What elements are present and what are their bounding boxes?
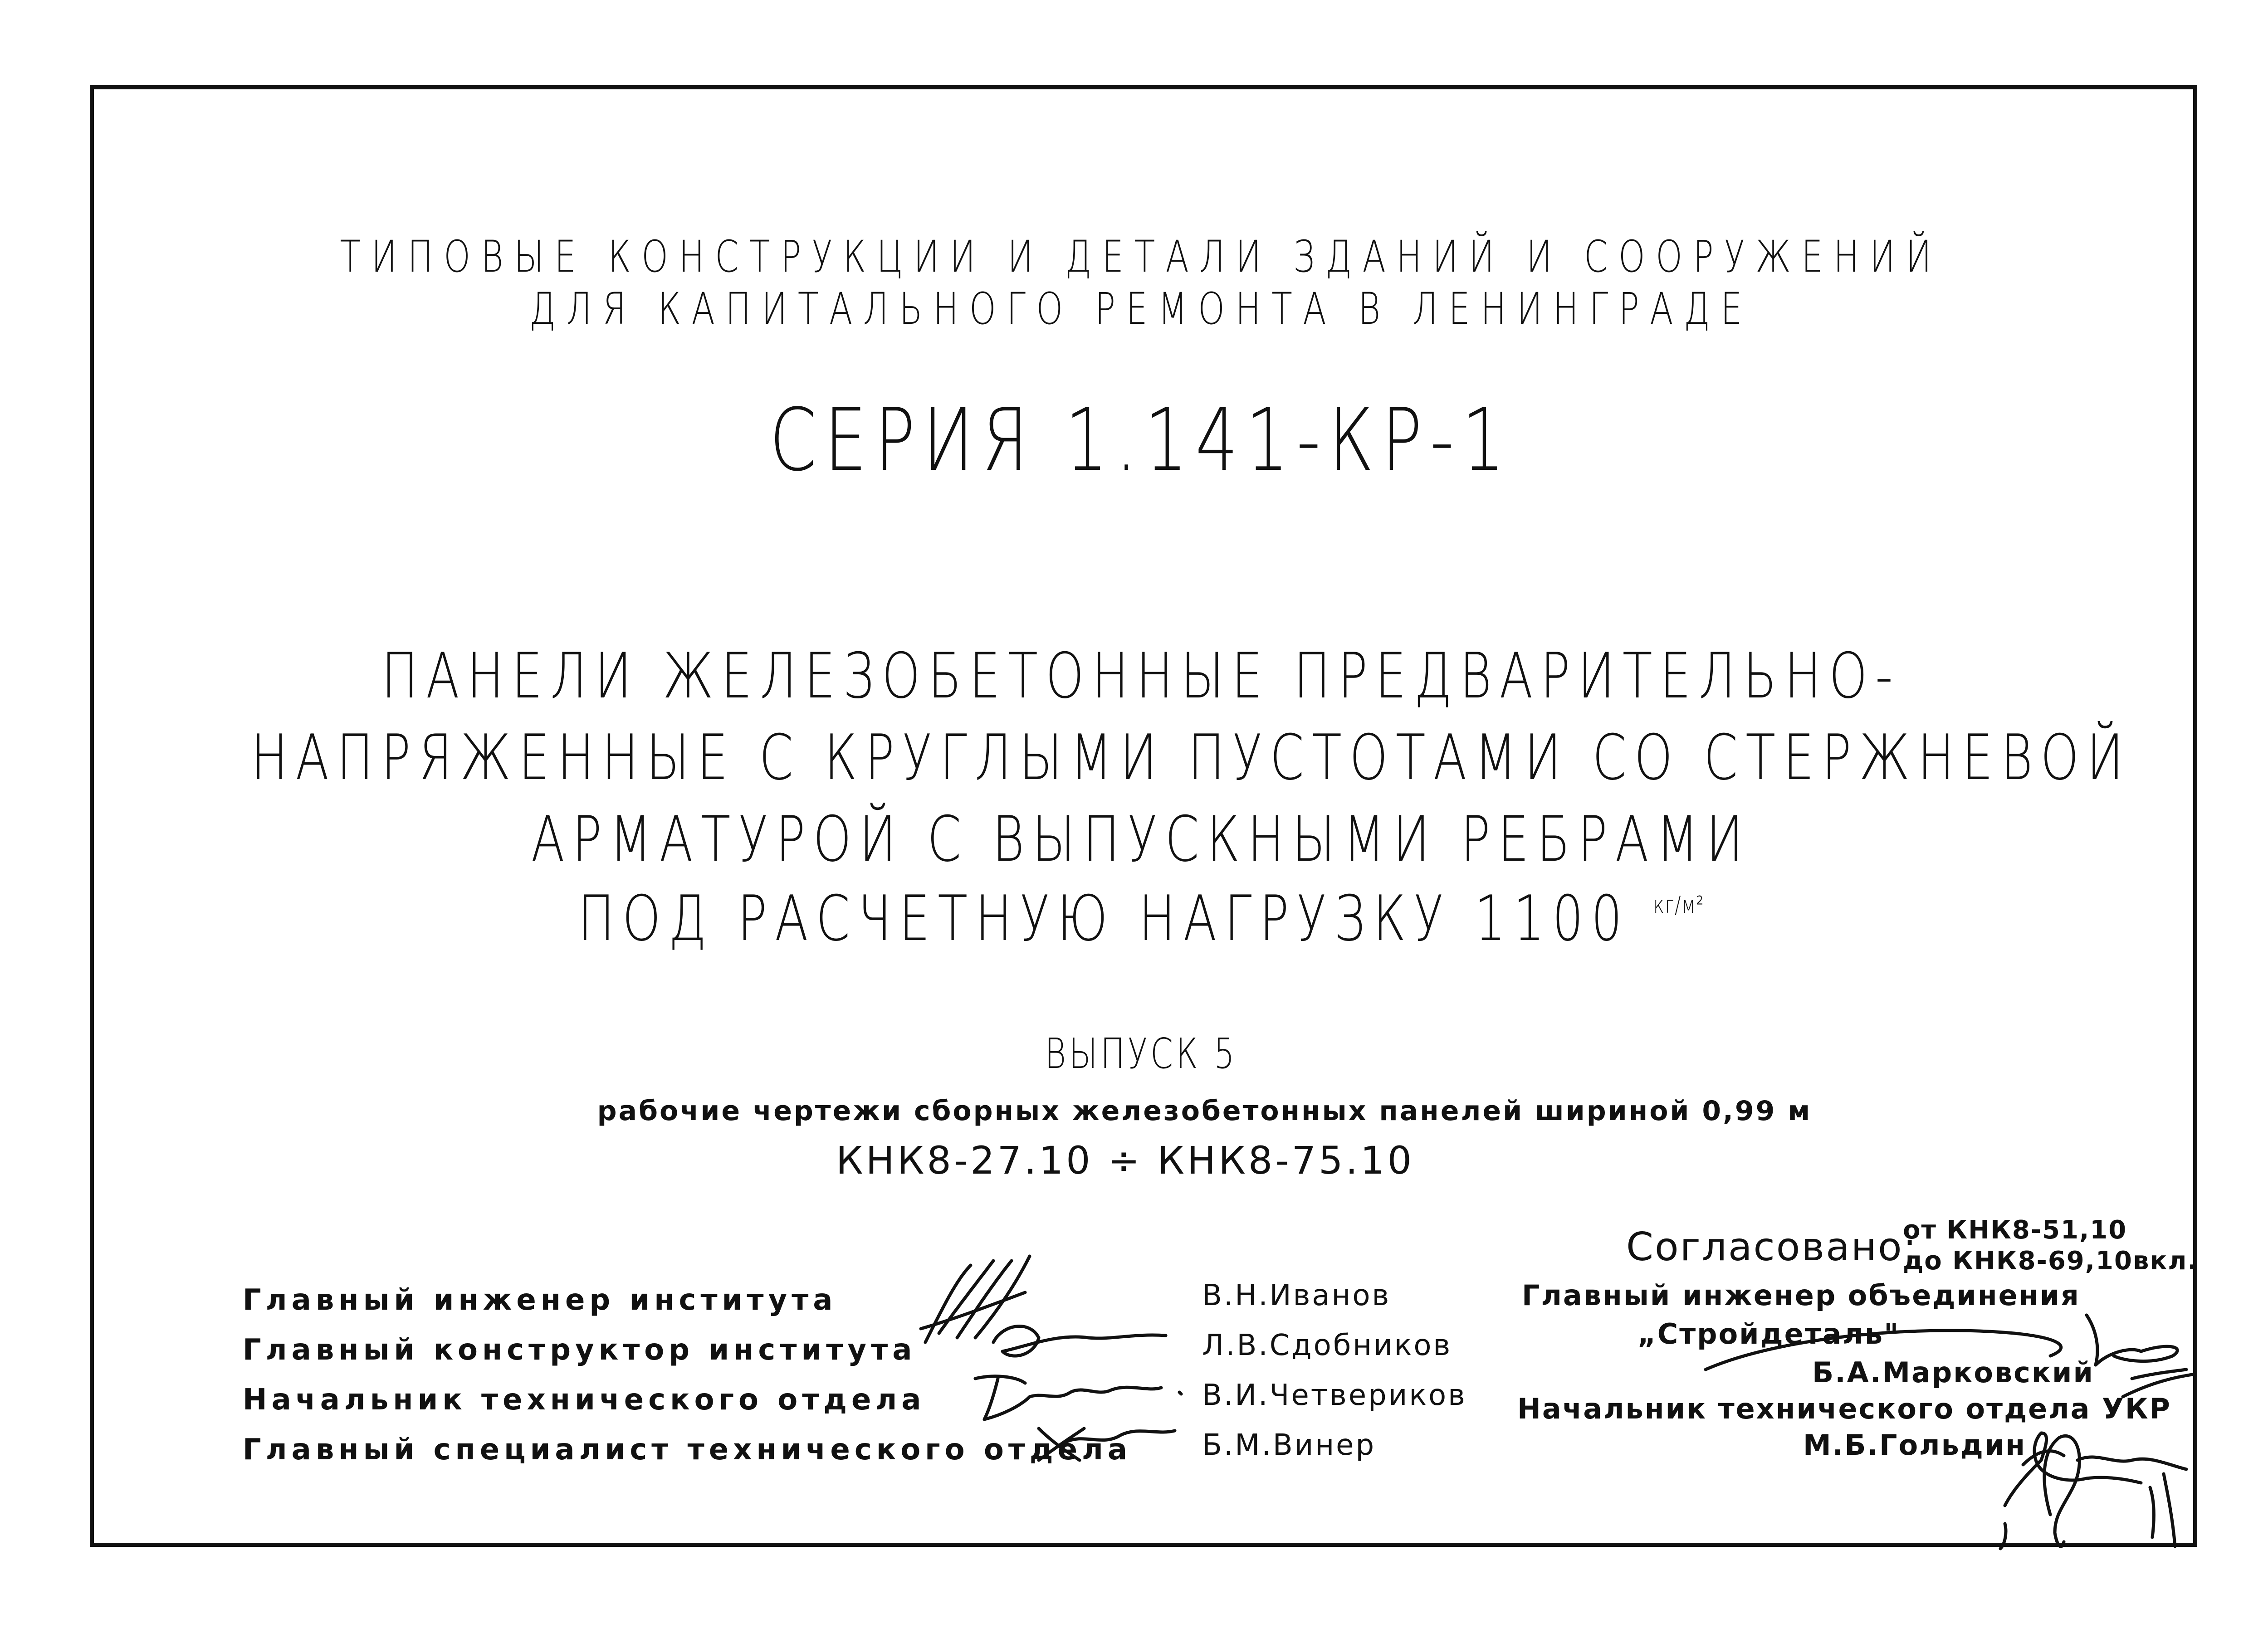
signatory-position-3: Начальник технического отдела — [243, 1383, 926, 1417]
title-line-2: НАПРЯЖЕННЫЕ С КРУГЛЫМИ ПУСТОТАМИ СО СТЕРЖНЕВОЙ — [251, 721, 2131, 794]
agreement-note-2: до КНК8-69,10вкл. — [1903, 1246, 2198, 1276]
title-line-1: ПАНЕЛИ ЖЕЛЕЗОБЕТОННЫЕ ПРЕДВАРИТЕЛЬНО- — [381, 639, 1901, 712]
signatory-position-2: Главный конструктор института — [243, 1333, 917, 1367]
signatory-name-2: Л.В.Сдобников — [1202, 1329, 1452, 1362]
agreement-position-1: Главный инженер объединения — [1522, 1279, 2080, 1312]
agreement-note-1: от КНК8-51,10 — [1903, 1215, 2127, 1245]
header-line-2: ДЛЯ КАПИТАЛЬНОГО РЕМОНТА В ЛЕНИНГРАДЕ — [529, 283, 1753, 334]
signatory-position-4: Главный специалист технического отдела — [243, 1433, 1132, 1467]
agreement-organization: „Стройдеталь" — [1637, 1317, 1900, 1350]
issue-description: рабочие чертежи сборных железобетонных панелей шириной 0,99 м — [597, 1095, 1812, 1127]
title-line-4 — [251, 882, 2031, 955]
signatory-name-1: В.Н.Иванов — [1202, 1279, 1391, 1312]
agreement-name-2: М.Б.Гольдин — [1803, 1428, 2027, 1462]
series-title: СЕРИЯ 1.141-КР-1 — [769, 390, 1513, 490]
title-line-3: АРМАТУРОЙ С ВЫПУСКНЫМИ РЕБРАМИ — [531, 803, 1751, 876]
agreement-position-2: Начальник технического отдела УКР — [1517, 1392, 2171, 1425]
signature-goldin-icon — [1950, 1370, 2204, 1560]
agreement-name-1: Б.А.Марковский — [1812, 1356, 2094, 1389]
signature-viner-icon — [1030, 1415, 1184, 1465]
signatory-name-3: В.И.Четвериков — [1202, 1379, 1467, 1412]
title-line-4-text: ПОД РАСЧЕТНУЮ НАГРУЗКУ 1100 — [577, 882, 1630, 955]
signatory-position-1: Главный инженер института — [243, 1283, 837, 1317]
header-line-1: ТИПОВЫЕ КОНСТРУКЦИИ И ДЕТАЛИ ЗДАНИЙ И СООРУЖЕНИЙ — [340, 231, 1942, 282]
issue-label: ВЫПУСК 5 — [1045, 1029, 1237, 1078]
agreement-heading: Согласовано: — [1626, 1224, 1918, 1270]
load-unit: кг/м² — [1653, 892, 1705, 919]
panel-codes: КНК8-27.10 ÷ КНК8-75.10 — [836, 1138, 1415, 1183]
signature-sdobnikov-icon — [984, 1315, 1175, 1370]
signatory-name-4: Б.М.Винер — [1202, 1428, 1376, 1462]
